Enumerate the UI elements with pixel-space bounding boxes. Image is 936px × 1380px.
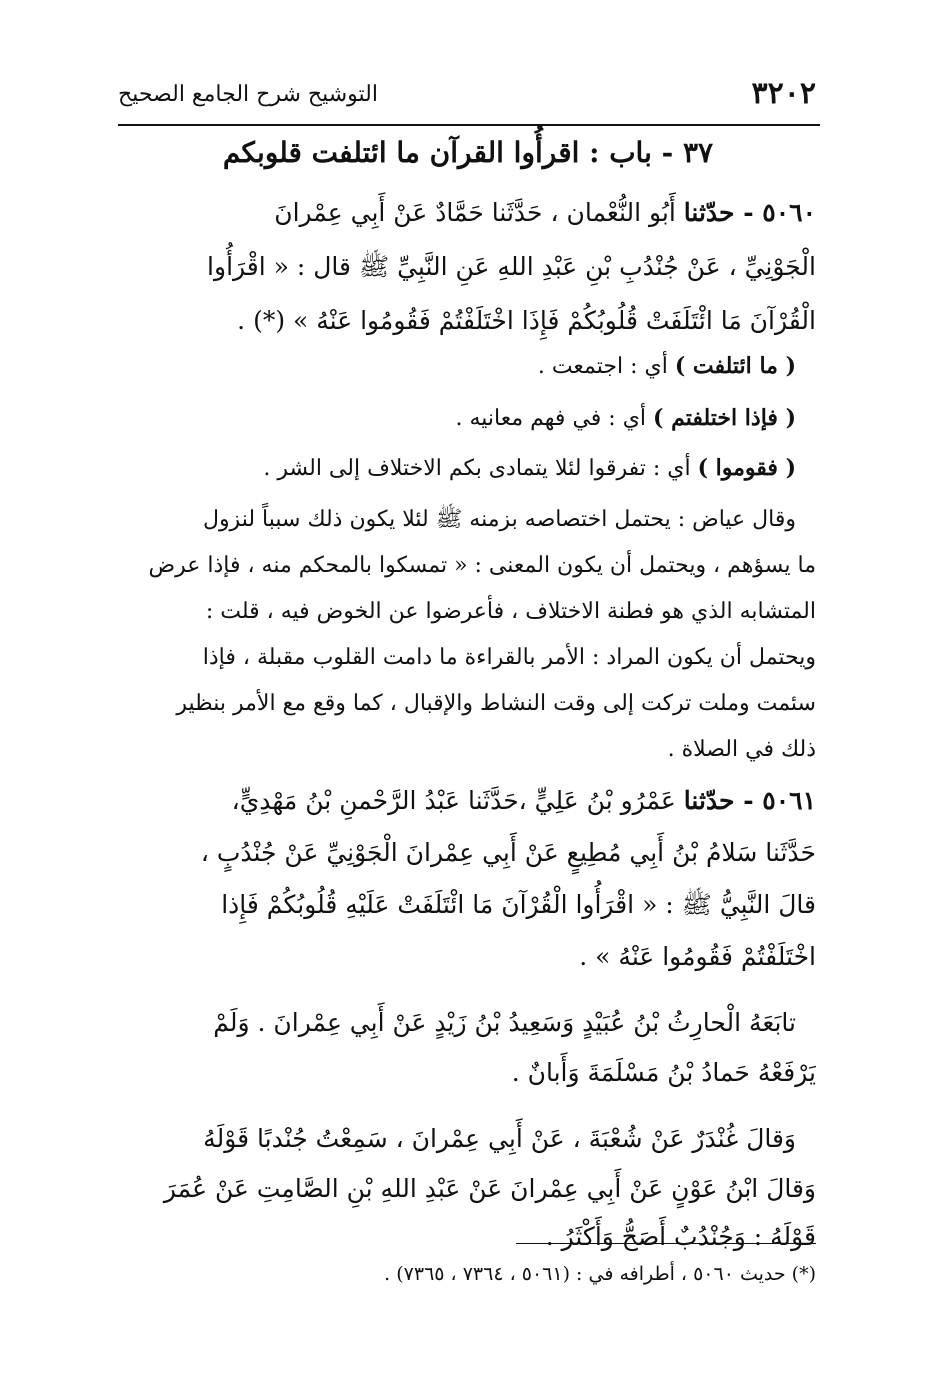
- gloss-text: أي : في فهم معانيه .: [455, 406, 654, 431]
- ghundar-line: وَقالَ غُنْدَرٌ عَنْ شُعْبَةَ ، عَنْ أَبِي عِمْرانَ ، سَمِعْتُ جُنْدبًا قَوْلَهُ: [203, 1124, 796, 1153]
- mutaba-line: تابَعَهُ الْحارِثُ بْنُ عُبَيْدٍ وَسَعِيدُ بْنُ زَيْدٍ عَنْ أَبِي عِمْرانَ . وَلَمْ: [213, 1008, 796, 1037]
- hadith-opening: حدّثنا: [683, 198, 735, 227]
- hadith-5061-line-4: اخْتَلَفْتُمْ فَقُومُوا عَنْهُ » .: [579, 942, 816, 971]
- hadith-number: ٥٠٦٠ -: [734, 198, 816, 227]
- gloss-text: أي : تفرقوا لئلا يتمادى بكم الاختلاف إلى الشر .: [263, 456, 698, 481]
- gloss-text: أي : اجتمعت .: [537, 354, 675, 379]
- mutaba-line: يَرْفَعْهُ حَمادُ بْنُ مَسْلَمَةَ وَأَبانٌ .: [511, 1058, 816, 1087]
- hadith-5060-line-1: [118, 186, 816, 240]
- hadith-number: ٥٠٦١ -: [734, 786, 816, 815]
- page-number: ٣٢٠٢: [751, 76, 816, 111]
- gloss-1: [118, 342, 816, 390]
- gloss-term: ( فإذا اختلفتم ): [653, 405, 796, 431]
- chapter-title: ٣٧ - باب : اقرأُوا القرآن ما ائتلفت قلوبكم: [222, 136, 714, 169]
- hadith-5061-line-2: حَدَّثَنا سَلامُ بْنُ أَبِي مُطِيعٍ عَنْ أَبِي عِمْرانَ الْجَوْنِيِّ عَنْ جُنْدُبٍ ،: [200, 838, 816, 867]
- commentary-line: المتشابه الذي هو فطنة الاختلاف ، فأعرضوا عن الخوض فيه ، قلت :: [205, 599, 816, 624]
- header-rule: [118, 124, 820, 126]
- gloss-term: ( ما ائتلفت ): [674, 353, 796, 379]
- hadith-5060-line-2: الْجَوْنِيِّ ، عَنْ جُنْدُبِ بْنِ عَبْدِ اللهِ عَنِ النَّبِيِّ ﷺ قال : « اقْرَأُوا: [207, 252, 816, 281]
- footnote: (*) حديث ٥٠٦٠ ، أطرافه في : (٥٠٦١ ، ٧٣٦٤ ، ٧٣٦٥) .: [384, 1263, 816, 1285]
- commentary-line: سئمت وملت تركت إلى وقت النشاط والإقبال ، كما وقع مع الأمر بنظير: [176, 691, 816, 716]
- hadith-text: أَبُو النُّعْمان ، حَدَّثَنا حَمَّادٌ عَنْ أَبِي عِمْرانَ: [274, 198, 684, 227]
- commentary-line: وقال عياض : يحتمل اختصاصه بزمنه ﷺ لئلا يكون ذلك سبباً لنزول: [202, 507, 796, 532]
- commentary-line: ما يسؤهم ، ويحتمل أن يكون المعنى : « تمسكوا بالمحكم منه ، فإذا عرض: [148, 553, 816, 578]
- gloss-2: [118, 394, 816, 442]
- gloss-3: [118, 444, 816, 492]
- hadith-5061-line-1: [118, 774, 816, 828]
- hadith-5060-line-3: الْقُرْآنَ مَا ائْتَلَفَتْ قُلُوبُكُمْ فَإِذَا اخْتَلَفْتُمْ فَقُومُوا عَنْهُ » (*) .: [237, 306, 816, 335]
- hadith-5061-line-3: قالَ النَّبِيُّ ﷺ : « اقْرَأُوا الْقُرْآنَ مَا ائْتَلَفَتْ عَلَيْهِ قُلُوبُكُمْ فَإِذا: [221, 890, 816, 919]
- commentary-line: ذلك في الصلاة .: [667, 737, 816, 762]
- commentary-line: ويحتمل أن يكون المراد : الأمر بالقراءة ما دامت القلوب مقبلة ، فإذا: [202, 645, 816, 670]
- ghundar-line: قَوْلَهُ : وَجُنْدُبٌ أَصَحُّ وَأَكْثَرُ .: [545, 1222, 816, 1251]
- hadith-opening: حدّثنا: [683, 786, 735, 815]
- footnote-rule: [516, 1243, 816, 1244]
- gloss-term: ( فقوموا ): [697, 455, 796, 481]
- ghundar-line: وَقالَ ابْنُ عَوْنٍ عَنْ أَبِي عِمْرانَ عَنْ عَبْدِ اللهِ بْنِ الصَّامِتِ عَنْ عُمَرَ: [163, 1174, 816, 1203]
- hadith-text: عَمْرُو بْنُ عَلِيٍّ ،حَدَّثَنا عَبْدُ الرَّحْمنِ بْنُ مَهْدِيٍّ،: [231, 786, 684, 815]
- running-title: التوشيح شرح الجامع الصحيح: [118, 82, 378, 107]
